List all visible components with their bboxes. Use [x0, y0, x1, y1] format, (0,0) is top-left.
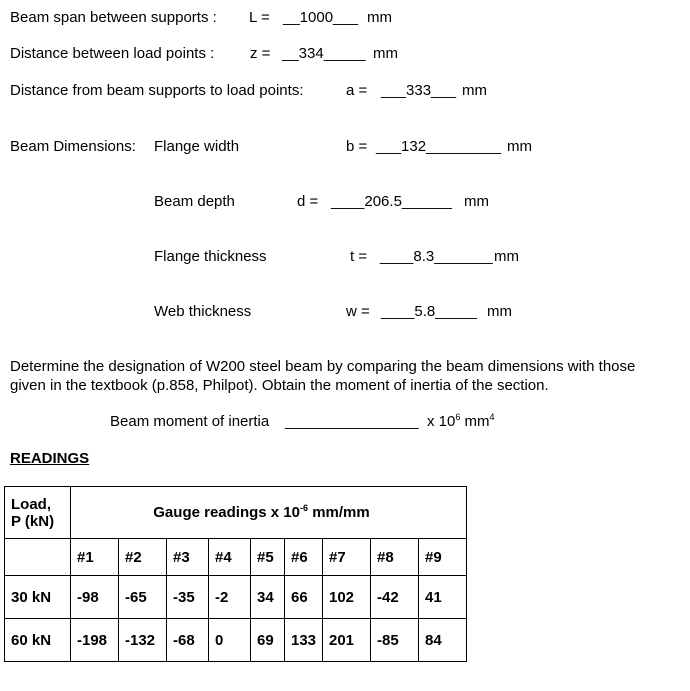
reading-cell: -132 [119, 619, 167, 662]
load-distance-value: __334_____ [282, 45, 366, 62]
load-distance-unit: mm [373, 45, 398, 62]
gauge-header-prefix: Gauge readings x 10 [153, 504, 300, 521]
flange-thickness-symbol: t = [350, 248, 368, 265]
gauge-4-header: #4 [209, 539, 251, 576]
flange-thickness-value: ____8.3_______ [380, 248, 493, 265]
gauge-3-header: #3 [167, 539, 209, 576]
reading-cell: -68 [167, 619, 209, 662]
reading-cell: -35 [167, 576, 209, 619]
gauge-1-header: #1 [71, 539, 119, 576]
span-symbol: L = [249, 9, 270, 26]
span-unit: mm [367, 9, 392, 26]
readings-table [4, 486, 467, 662]
reading-cell: 0 [209, 619, 251, 662]
gauge-header-cell [71, 487, 467, 539]
support-distance-value: ___333___ [381, 82, 457, 99]
reading-cell: -2 [209, 576, 251, 619]
reading-cell: -42 [371, 576, 419, 619]
instructions-line-1: Determine the designation of W200 steel beam by comparing the beam dimensions with those [10, 358, 636, 375]
reading-cell: -65 [119, 576, 167, 619]
gauge-8-header: #8 [371, 539, 419, 576]
reading-cell: 69 [251, 619, 285, 662]
span-value: __1000___ [283, 9, 359, 26]
reading-cell: 201 [323, 619, 371, 662]
web-thickness-label: Web thickness [154, 303, 252, 320]
flange-width-unit: mm [507, 138, 532, 155]
load-distance-symbol: z = [250, 45, 271, 62]
beam-depth-value: ____206.5______ [331, 193, 452, 210]
gauge-2-header: #2 [119, 539, 167, 576]
moment-unit-prefix: x 10 [427, 413, 456, 430]
readings-heading: READINGS [10, 450, 90, 467]
table-row [5, 576, 467, 619]
gauge-5-header: #5 [251, 539, 285, 576]
reading-cell: 66 [285, 576, 323, 619]
beam-depth-label: Beam depth [154, 193, 235, 210]
reading-cell: 133 [285, 619, 323, 662]
load-header-line-2: P (kN) [11, 512, 55, 530]
moment-unit-mm: mm [464, 413, 490, 430]
support-distance-symbol: a = [346, 82, 368, 99]
flange-width-label: Flange width [154, 138, 240, 155]
reading-cell: 41 [419, 576, 467, 619]
web-thickness-symbol: w = [346, 303, 370, 320]
beam-depth-unit: mm [464, 193, 489, 210]
load-cell: 30 kN [5, 576, 71, 619]
reading-cell: -85 [371, 619, 419, 662]
moment-unit [427, 413, 495, 431]
beam-depth-symbol: d = [297, 193, 319, 210]
flange-width-value: ___132_________ [376, 138, 502, 155]
reading-cell: -98 [71, 576, 119, 619]
reading-cell: 102 [323, 576, 371, 619]
load-header-line-1: Load, [11, 495, 51, 513]
web-thickness-value: ____5.8_____ [381, 303, 477, 320]
load-cell: 60 kN [5, 619, 71, 662]
instructions-line-2: given in the textbook (p.858, Philpot). Obtain the moment of inertia of the section. [10, 377, 549, 394]
support-distance-unit: mm [462, 82, 487, 99]
gauge-6-header: #6 [285, 539, 323, 576]
flange-thickness-unit: mm [494, 248, 519, 265]
moment-unit-exponent: 6 [455, 412, 461, 422]
load-distance-label: Distance between load points : [10, 45, 215, 62]
gauge-9-header: #9 [419, 539, 467, 576]
flange-thickness-label: Flange thickness [154, 248, 267, 265]
table-header-row [5, 487, 467, 539]
support-distance-label: Distance from beam supports to load points: [10, 82, 304, 99]
table-row [5, 619, 467, 662]
gauge-7-header: #7 [323, 539, 371, 576]
span-label: Beam span between supports : [10, 9, 217, 26]
gauge-header-exponent: -6 [300, 503, 309, 513]
moment-unit-mm-exponent: 4 [489, 412, 495, 422]
web-thickness-unit: mm [487, 303, 512, 320]
moment-blank: ________________ [285, 413, 419, 430]
empty-corner-cell [5, 539, 71, 576]
reading-cell: 84 [419, 619, 467, 662]
load-header-cell [5, 487, 71, 539]
gauge-number-row [5, 539, 467, 576]
gauge-header-suffix: mm/mm [312, 504, 370, 521]
reading-cell: 34 [251, 576, 285, 619]
reading-cell: -198 [71, 619, 119, 662]
beam-dimensions-heading: Beam Dimensions: [10, 138, 136, 155]
flange-width-symbol: b = [346, 138, 368, 155]
moment-label: Beam moment of inertia [110, 413, 270, 430]
